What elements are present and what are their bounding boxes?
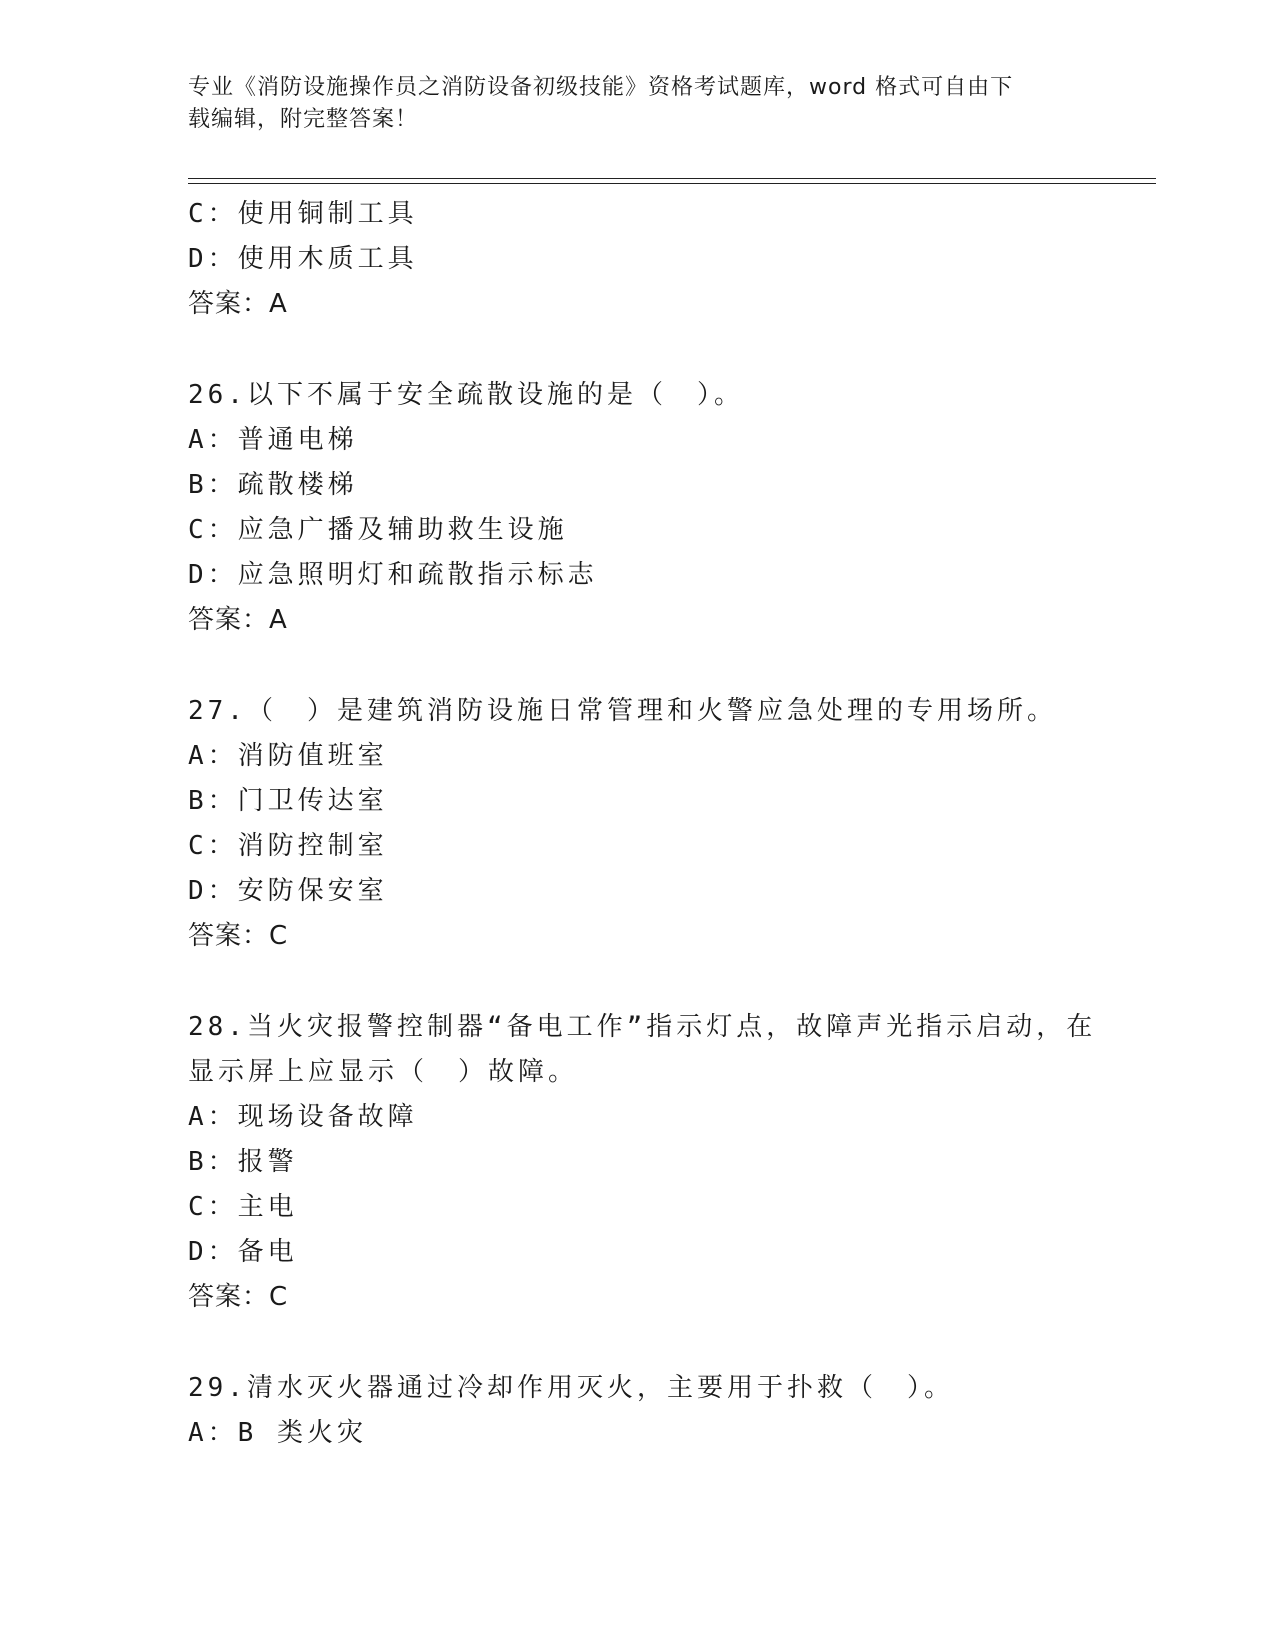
option-label: B： [188,1147,238,1177]
option-a [188,1411,1156,1456]
header-divider-top [188,178,1156,179]
option-a [188,418,1156,463]
option-label: D： [188,876,238,906]
answer: 答案：A [188,289,288,319]
option-d [188,1230,1156,1275]
question-stem-line-1: 28.当火灾报警控制器“备电工作”指示灯点，故障声光指示启动，在 [188,1012,1097,1042]
option-label: A： [188,425,238,455]
option-c [188,508,1156,553]
option-label: A： [188,1102,238,1132]
option-b [188,779,1156,824]
option-text: 应急广播及辅助救生设施 [237,515,568,545]
option-b [188,1140,1156,1185]
option-d [188,237,1156,282]
option-text: 普通电梯 [237,425,358,455]
option-label: B： [188,786,238,816]
option-text: 主电 [237,1192,298,1222]
option-text: 消防控制室 [237,831,388,861]
option-label: C： [188,515,238,545]
header-line-1: 专业《消防设施操作员之消防设备初级技能》资格考试题库，word 格式可自由下 [188,75,1014,100]
option-d [188,553,1156,598]
question-29 [188,1366,1156,1456]
option-label: D： [188,1237,238,1267]
option-text: B 类火灾 [237,1418,367,1448]
question-25-continued [188,192,1156,327]
option-a [188,734,1156,779]
option-label: A： [188,741,238,771]
question-stem-line-2: 显示屏上应显示（ ）故障。 [188,1057,579,1087]
option-text: 备电 [237,1237,298,1267]
option-label: B： [188,470,238,500]
option-text: 应急照明灯和疏散指示标志 [237,560,598,590]
option-b [188,463,1156,508]
question-stem: 29.清水灭火器通过冷却作用灭火，主要用于扑救（ ）。 [188,1373,954,1403]
question-stem: 27.（ ）是建筑消防设施日常管理和火警应急处理的专用场所。 [188,696,1057,726]
option-text: 疏散楼梯 [237,470,358,500]
option-c [188,1185,1156,1230]
document-header [188,72,1088,136]
option-d [188,869,1156,914]
question-26 [188,373,1156,643]
option-text: 使用木质工具 [237,244,418,274]
option-text: 现场设备故障 [237,1102,418,1132]
option-c [188,192,1156,237]
question-list [188,192,1156,1456]
question-27 [188,689,1156,959]
question-28 [188,1005,1156,1320]
option-c [188,824,1156,869]
option-text: 消防值班室 [237,741,388,771]
option-label: D： [188,560,238,590]
option-a [188,1095,1156,1140]
question-stem: 26.以下不属于安全疏散设施的是（ ）。 [188,380,744,410]
option-text: 报警 [237,1147,298,1177]
answer: 答案：C [188,921,289,951]
option-label: C： [188,831,238,861]
option-text: 使用铜制工具 [237,199,418,229]
option-label: C： [188,199,238,229]
answer: 答案：A [188,605,288,635]
header-divider-bottom [188,183,1156,184]
option-label: C： [188,1192,238,1222]
option-text: 安防保安室 [237,876,388,906]
option-text: 门卫传达室 [237,786,388,816]
answer: 答案：C [188,1282,289,1312]
header-line-2: 载编辑，附完整答案！ [188,107,419,132]
option-label: A： [188,1418,238,1448]
option-label: D： [188,244,238,274]
